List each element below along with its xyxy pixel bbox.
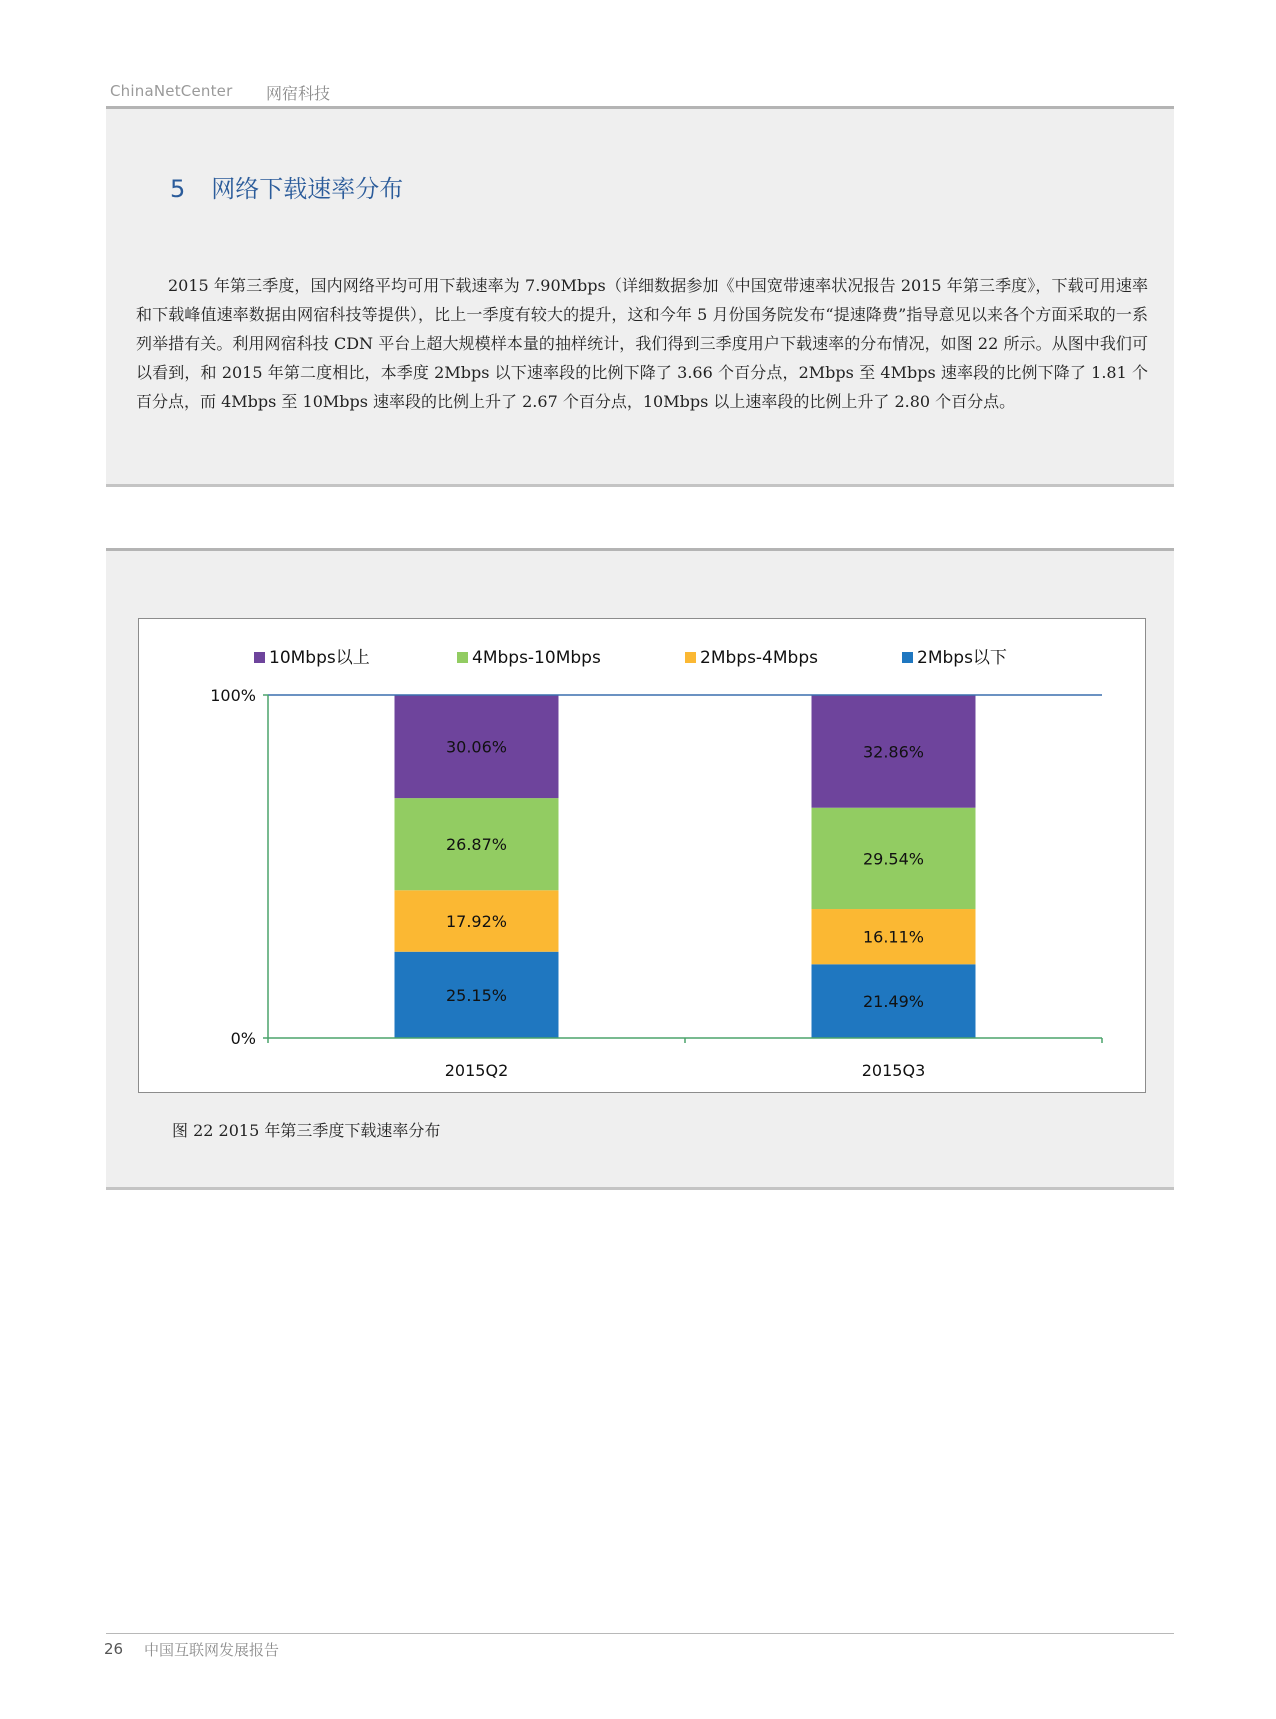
footer-title: 中国互联网发展报告 <box>144 1641 280 1659</box>
section-number: 5 <box>170 175 186 203</box>
legend-swatch <box>457 652 468 663</box>
header-brand: ChinaNetCenter <box>110 82 233 100</box>
legend-label: 2Mbps-4Mbps <box>700 648 818 668</box>
section-title-text: 网络下载速率分布 <box>211 175 404 203</box>
footer-divider <box>106 1633 1174 1634</box>
text-panel <box>106 106 1174 487</box>
data-label: 17.92% <box>445 912 508 932</box>
y-tick-label: 0% <box>230 1029 256 1048</box>
stacked-bar-chart <box>139 619 1145 1092</box>
data-label: 21.49% <box>862 992 925 1012</box>
x-tick-label: 2015Q3 <box>861 1061 926 1080</box>
data-label: 16.11% <box>862 927 925 947</box>
y-tick-label: 100% <box>210 686 256 705</box>
figure-panel <box>106 548 1174 1190</box>
data-label: 26.87% <box>445 835 508 855</box>
legend-label: 2Mbps以下 <box>917 648 1007 668</box>
figure-caption: 图 22 2015 年第三季度下载速率分布 <box>172 1121 441 1140</box>
data-label: 29.54% <box>862 849 925 869</box>
legend-swatch <box>685 652 696 663</box>
section-title <box>170 169 403 204</box>
legend-label: 4Mbps-10Mbps <box>472 648 601 668</box>
legend-label: 10Mbps以上 <box>269 648 370 668</box>
data-label: 25.15% <box>445 985 508 1005</box>
chart-box <box>138 618 1146 1093</box>
section-paragraph: 2015 年第三季度，国内网络平均可用下载速率为 7.90Mbps（详细数据参加《中国宽带速率状况报告 2015 年第三季度》，下载可用速率和下载峰值速率数据由网宿科技等提供），比上一季度有较大的提升，这和今年 5 月份国务院发布“提速降费”指导意见以来各个方面采取的一系列举措有关。利用网宿科技 CDN 平台上超大规模样本量的抽样统计，我们得到三季度用户下载速率的分布情况，如图 22 所示。从图中我们可以看到，和 2015 年第二度相比，本季度 2Mbps 以下速率段的比例下降了 3.66 个百分点，2Mbps 至 4Mbps 速率段的比例下降了 1.81 个百分点，而 4Mbps 至 10Mbps 速率段的比例上升了 2.67 个百分点，10Mbps 以上速率段的比例上升了 2.80 个百分点。 <box>136 276 1148 411</box>
header-brand-cn: 网宿科技 <box>266 84 331 103</box>
data-label: 32.86% <box>862 742 925 762</box>
data-label: 30.06% <box>445 737 508 757</box>
page-number: 26 <box>104 1640 124 1658</box>
legend-swatch <box>902 652 913 663</box>
x-tick-label: 2015Q2 <box>444 1061 509 1080</box>
legend-swatch <box>254 652 265 663</box>
